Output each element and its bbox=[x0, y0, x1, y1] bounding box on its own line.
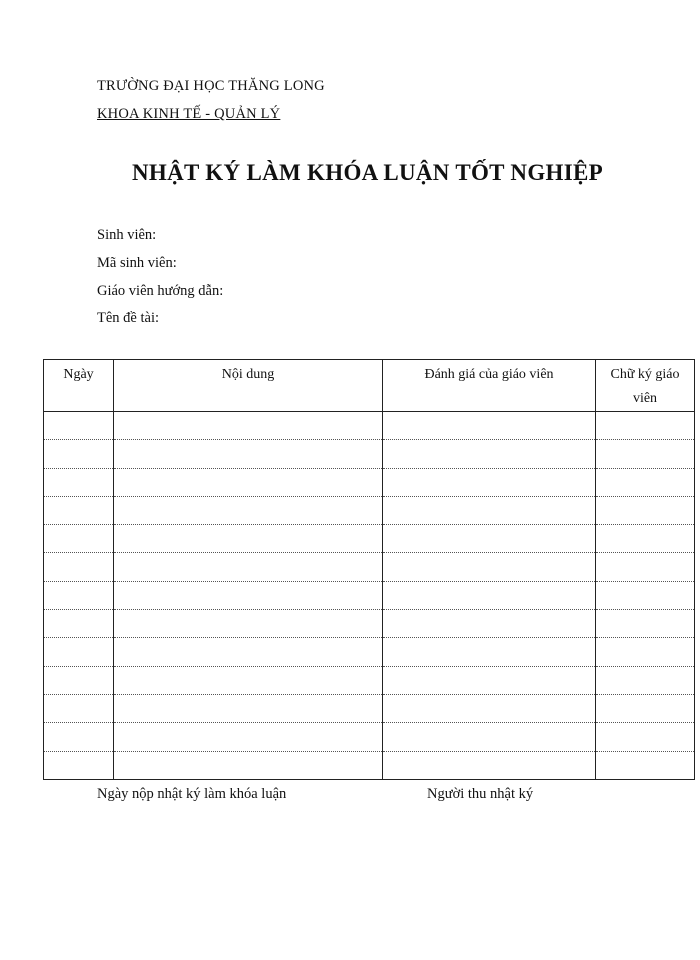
cell-content[interactable] bbox=[114, 553, 383, 581]
cell-teacher-signature[interactable] bbox=[596, 440, 695, 468]
cell-content[interactable] bbox=[114, 496, 383, 524]
log-table bbox=[43, 359, 695, 780]
cell-teacher-signature[interactable] bbox=[596, 638, 695, 666]
cell-date[interactable] bbox=[44, 666, 114, 694]
cell-content[interactable] bbox=[114, 610, 383, 638]
cell-teacher-evaluation[interactable] bbox=[383, 723, 596, 751]
cell-date[interactable] bbox=[44, 723, 114, 751]
cell-teacher-evaluation[interactable] bbox=[383, 694, 596, 722]
cell-date[interactable] bbox=[44, 412, 114, 440]
cell-teacher-signature[interactable] bbox=[596, 723, 695, 751]
cell-date[interactable] bbox=[44, 553, 114, 581]
cell-date[interactable] bbox=[44, 581, 114, 609]
submission-date-label: Ngày nộp nhật ký làm khóa luận bbox=[97, 786, 287, 802]
faculty-name: KHOA KINH TẾ - QUẢN LÝ bbox=[97, 106, 281, 122]
cell-teacher-evaluation[interactable] bbox=[383, 525, 596, 553]
cell-content[interactable] bbox=[114, 723, 383, 751]
university-name: TRƯỜNG ĐẠI HỌC THĂNG LONG bbox=[97, 78, 325, 94]
col-header-date: Ngày bbox=[44, 360, 114, 412]
cell-content[interactable] bbox=[114, 468, 383, 496]
cell-date[interactable] bbox=[44, 694, 114, 722]
cell-teacher-evaluation[interactable] bbox=[383, 751, 596, 779]
col-header-teacher-evaluation: Đánh giá của giáo viên bbox=[383, 360, 596, 412]
cell-teacher-evaluation[interactable] bbox=[383, 412, 596, 440]
table-row bbox=[44, 581, 695, 609]
cell-date[interactable] bbox=[44, 496, 114, 524]
cell-date[interactable] bbox=[44, 610, 114, 638]
student-id-label: Mã sinh viên: bbox=[97, 255, 177, 271]
cell-teacher-signature[interactable] bbox=[596, 694, 695, 722]
table-row bbox=[44, 694, 695, 722]
table-row bbox=[44, 666, 695, 694]
cell-teacher-evaluation[interactable] bbox=[383, 440, 596, 468]
table-row bbox=[44, 412, 695, 440]
table-row bbox=[44, 496, 695, 524]
topic-label: Tên đề tài: bbox=[97, 310, 160, 326]
cell-content[interactable] bbox=[114, 666, 383, 694]
cell-teacher-signature[interactable] bbox=[596, 581, 695, 609]
cell-teacher-evaluation[interactable] bbox=[383, 581, 596, 609]
table-row bbox=[44, 610, 695, 638]
cell-teacher-evaluation[interactable] bbox=[383, 666, 596, 694]
col-header-content: Nội dung bbox=[114, 360, 383, 412]
cell-date[interactable] bbox=[44, 525, 114, 553]
table-row bbox=[44, 638, 695, 666]
col-header-teacher-signature: Chữ ký giáo viên bbox=[596, 360, 695, 412]
cell-content[interactable] bbox=[114, 638, 383, 666]
cell-date[interactable] bbox=[44, 468, 114, 496]
cell-teacher-signature[interactable] bbox=[596, 525, 695, 553]
cell-content[interactable] bbox=[114, 694, 383, 722]
table-row bbox=[44, 723, 695, 751]
cell-date[interactable] bbox=[44, 440, 114, 468]
supervisor-label: Giáo viên hướng dẫn: bbox=[97, 283, 224, 299]
table-row bbox=[44, 440, 695, 468]
cell-teacher-signature[interactable] bbox=[596, 412, 695, 440]
receiver-label: Người thu nhật ký bbox=[427, 786, 534, 802]
student-name-label: Sinh viên: bbox=[97, 227, 157, 243]
cell-teacher-signature[interactable] bbox=[596, 666, 695, 694]
cell-teacher-evaluation[interactable] bbox=[383, 468, 596, 496]
cell-content[interactable] bbox=[114, 440, 383, 468]
cell-teacher-signature[interactable] bbox=[596, 610, 695, 638]
document-title: NHẬT KÝ LÀM KHÓA LUẬN TỐT NGHIỆP bbox=[132, 160, 603, 185]
cell-teacher-evaluation[interactable] bbox=[383, 496, 596, 524]
table-row bbox=[44, 468, 695, 496]
cell-teacher-evaluation[interactable] bbox=[383, 638, 596, 666]
cell-teacher-signature[interactable] bbox=[596, 496, 695, 524]
cell-teacher-signature[interactable] bbox=[596, 468, 695, 496]
table-header-row bbox=[44, 360, 695, 412]
cell-content[interactable] bbox=[114, 412, 383, 440]
cell-teacher-signature[interactable] bbox=[596, 751, 695, 779]
cell-content[interactable] bbox=[114, 751, 383, 779]
table-row bbox=[44, 525, 695, 553]
table-row bbox=[44, 553, 695, 581]
table-row bbox=[44, 751, 695, 779]
cell-teacher-evaluation[interactable] bbox=[383, 553, 596, 581]
cell-content[interactable] bbox=[114, 581, 383, 609]
cell-date[interactable] bbox=[44, 638, 114, 666]
cell-teacher-signature[interactable] bbox=[596, 553, 695, 581]
cell-date[interactable] bbox=[44, 751, 114, 779]
cell-content[interactable] bbox=[114, 525, 383, 553]
cell-teacher-evaluation[interactable] bbox=[383, 610, 596, 638]
